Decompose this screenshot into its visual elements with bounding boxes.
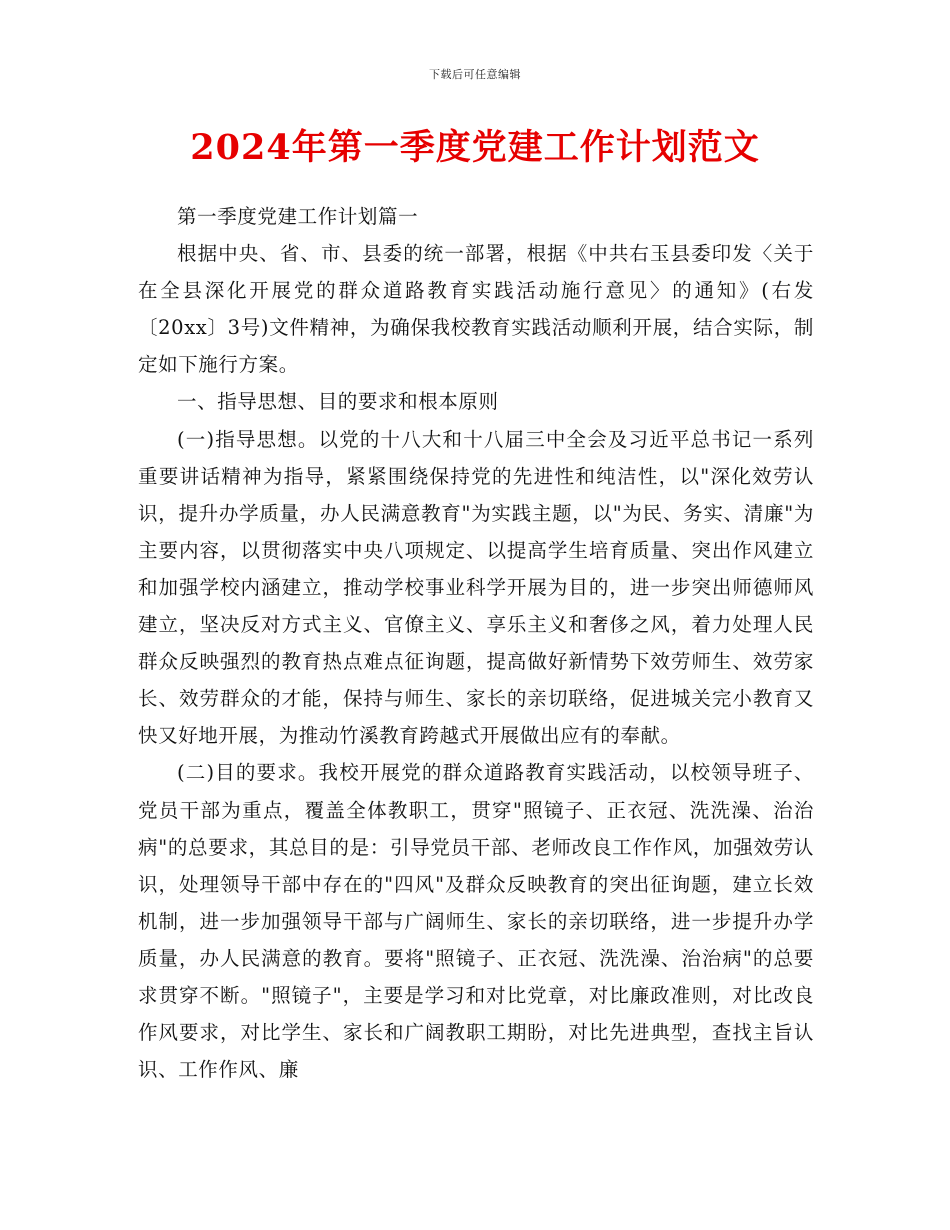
paragraph-guiding-thought: (一)指导思想。以党的十八大和十八届三中全会及习近平总书记一系列重要讲话精神为指导，紧紧围绕保持党的先进性和纯洁性，以"深化效劳认识，提升办学质量，办人民满意教育"为实践主题，以"为民、务实、清廉"为主要内容，以贯彻落实中央八项规定、以提高学生培育质量、突出作风建立和加强学校内涵建立，推动学校事业科学开展为目的，进一步突出师德师风建立，坚决反对方式主义、官僚主义、享乐主义和奢侈之风，着力处理人民群众反映强烈的教育热点难点征询题，提高做好新情势下效劳师生、效劳家长、效劳群众的才能，保持与师生、家长的亲切联络，促进城关完小教育又快又好地开展，为推动竹溪教育跨越式开展做出应有的奉献。 — [138, 427, 814, 748]
section-heading-plan: 第一季度党建工作计划篇一 — [177, 205, 419, 228]
header-note: 下载后可任意编辑 — [429, 68, 521, 81]
document-body — [138, 198, 814, 1088]
section-heading-guiding: 一、指导思想、目的要求和根本原则 — [177, 390, 499, 414]
paragraph-intro: 根据中央、省、市、县委的统一部署，根据《中共右玉县委印发〈关于在全县深化开展党的群众道路教育实践活动施行意见〉的通知》(右发〔20xx〕3号)文件精神，为确保我校教育实践活动顺利开展，结合实际，制定如下施行方案。 — [138, 242, 814, 377]
document-title: 2024年第一季度党建工作计划范文 — [190, 127, 760, 168]
paragraph-goal-requirements: (二)目的要求。我校开展党的群众道路教育实践活动，以校领导班子、党员干部为重点，覆盖全体教职工，贯穿"照镜子、正衣冠、洗洗澡、治治病"的总要求，其总目的是：引导党员干部、老师改良工作作风，加强效劳认识，处理领导干部中存在的"四风"及群众反映教育的突出征询题，建立长效机制，进一步加强领导干部与广阔师生、家长的亲切联络，进一步提升办学质量，办人民满意的教育。要将"照镜子、正衣冠、洗洗澡、治治病"的总要求贯穿不断。"照镜子"，主要是学习和对比党章，对比廉政准则，对比改良作风要求，对比学生、家长和广阔教职工期盼，对比先进典型，查找主旨认识、工作作风、廉 — [138, 761, 814, 1082]
